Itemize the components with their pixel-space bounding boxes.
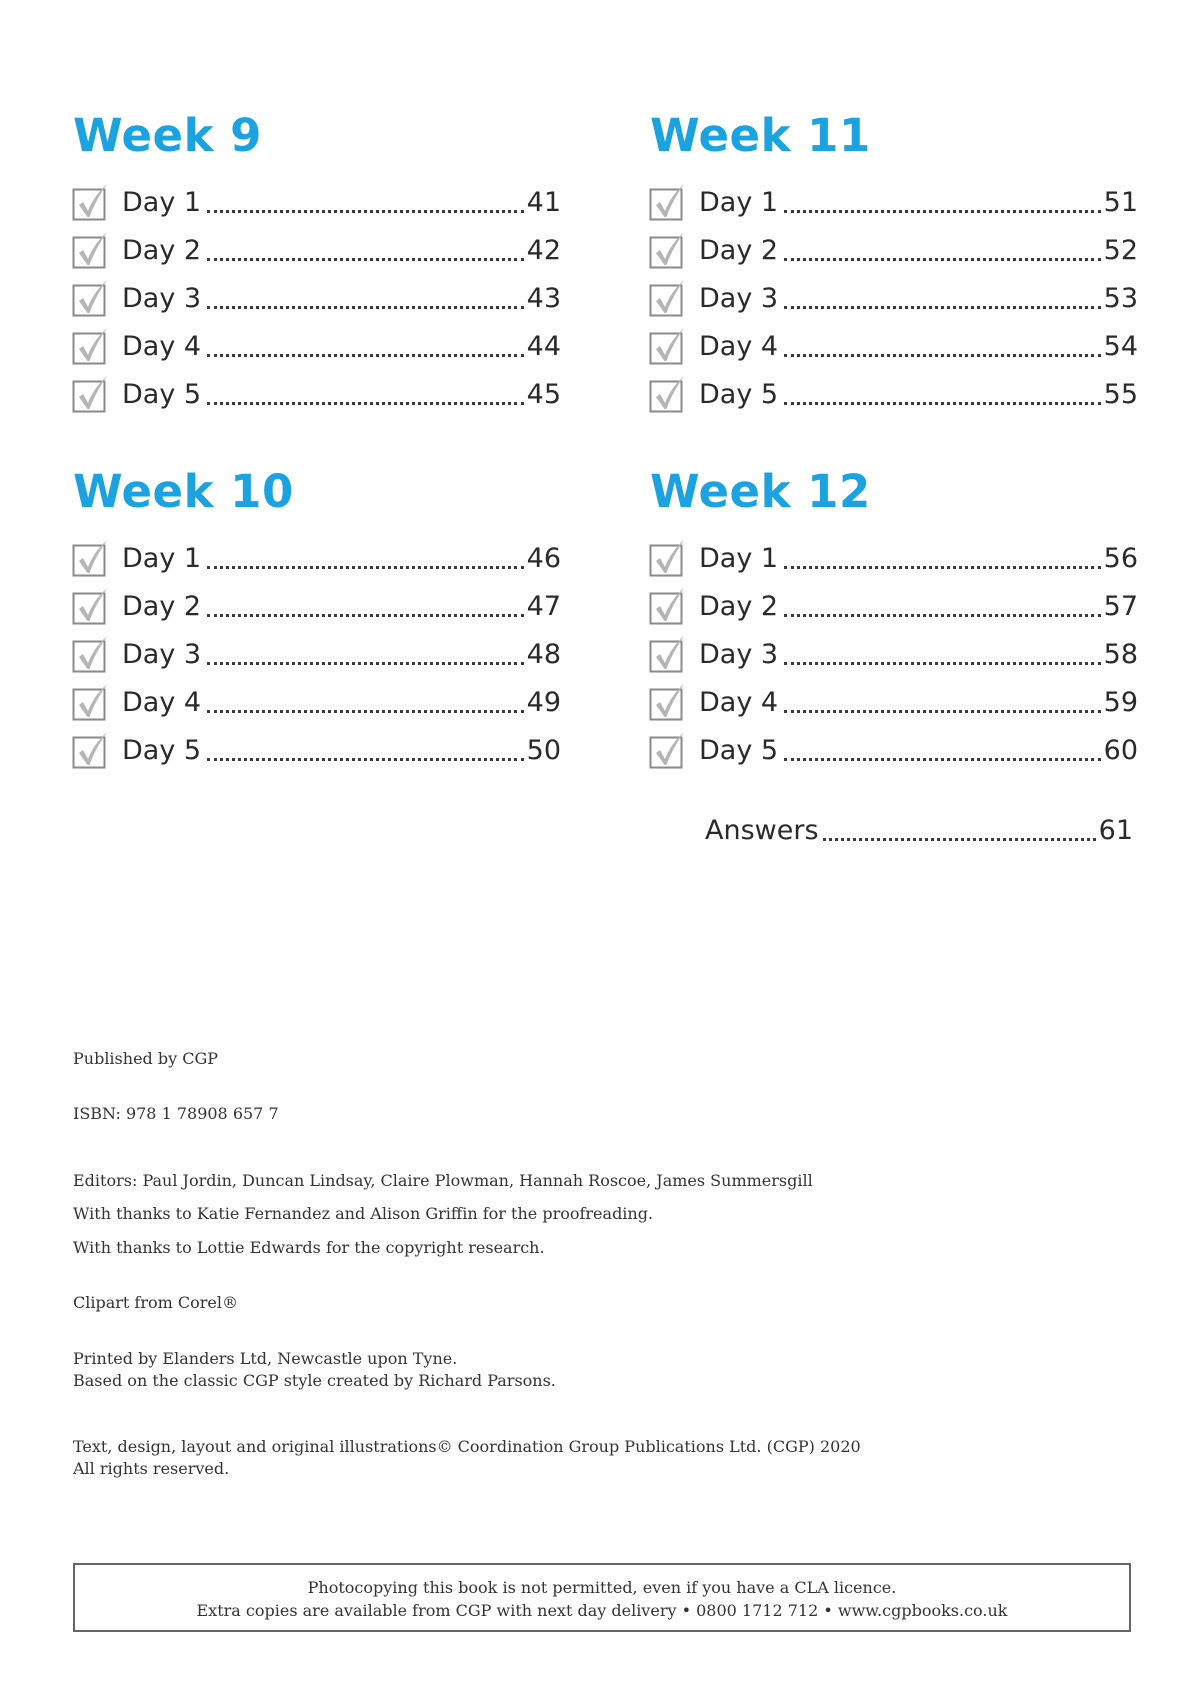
- ticked-checkbox-icon[interactable]: [650, 545, 684, 579]
- page-number: 43: [526, 282, 561, 314]
- dot-leader: [784, 353, 1101, 357]
- day-list: [650, 534, 1138, 774]
- day-label: Day 3: [122, 282, 202, 314]
- toc-row: [650, 534, 1138, 582]
- ticked-checkbox-icon[interactable]: [73, 689, 107, 723]
- page-number: 46: [526, 542, 561, 574]
- page-number: 51: [1103, 186, 1138, 218]
- week-title: Week 9: [73, 109, 262, 162]
- clipart-line: Clipart from Corel®: [73, 1293, 238, 1312]
- ticked-checkbox-icon[interactable]: [650, 333, 684, 367]
- ticked-checkbox-icon[interactable]: [73, 545, 107, 579]
- editors-line: Editors: Paul Jordin, Duncan Lindsay, Claire Plowman, Hannah Roscoe, James Summersgill: [73, 1171, 813, 1190]
- copyright-research-thanks-line: With thanks to Lottie Edwards for the copyright research.: [73, 1238, 545, 1257]
- ticked-checkbox-icon[interactable]: [650, 593, 684, 627]
- ticked-checkbox-icon[interactable]: [73, 593, 107, 627]
- toc-row: [650, 178, 1138, 226]
- dot-leader: [207, 401, 524, 405]
- week-12-section: [650, 462, 1138, 774]
- ticked-checkbox-icon[interactable]: [73, 189, 107, 223]
- ticked-checkbox-icon[interactable]: [650, 285, 684, 319]
- dot-leader: [207, 353, 524, 357]
- day-label: Day 3: [699, 282, 779, 314]
- page-number: 59: [1103, 686, 1138, 718]
- day-label: Day 5: [122, 378, 202, 410]
- proofreading-thanks-line: With thanks to Katie Fernandez and Alison Griffin for the proofreading.: [73, 1204, 654, 1223]
- toc-row: [650, 630, 1138, 678]
- toc-row: [73, 630, 561, 678]
- page-number: 52: [1103, 234, 1138, 266]
- ticked-checkbox-icon[interactable]: [650, 737, 684, 771]
- day-label: Day 4: [122, 686, 202, 718]
- page-number: 57: [1103, 590, 1138, 622]
- toc-row: [73, 370, 561, 418]
- toc-row: [73, 178, 561, 226]
- day-label: Day 2: [699, 234, 779, 266]
- day-label: Day 2: [122, 234, 202, 266]
- day-label: Day 2: [122, 590, 202, 622]
- dot-leader: [784, 709, 1101, 713]
- page-number: 60: [1103, 734, 1138, 766]
- ticked-checkbox-icon[interactable]: [650, 381, 684, 415]
- dot-leader: [207, 565, 524, 569]
- dot-leader: [784, 613, 1101, 617]
- dot-leader: [784, 305, 1101, 309]
- answers-label: Answers: [705, 814, 819, 846]
- day-label: Day 3: [699, 638, 779, 670]
- dot-leader: [207, 709, 524, 713]
- toc-row: [73, 534, 561, 582]
- ticked-checkbox-icon[interactable]: [73, 333, 107, 367]
- dot-leader: [207, 661, 524, 665]
- extra-copies-notice: Extra copies are available from CGP with next day delivery • 0800 1712 712 • www.cgpbooks.co.uk: [196, 1601, 1008, 1620]
- ticked-checkbox-icon[interactable]: [73, 237, 107, 271]
- ticked-checkbox-icon[interactable]: [650, 641, 684, 675]
- page-number: 58: [1103, 638, 1138, 670]
- dot-leader: [207, 305, 524, 309]
- day-list: [650, 178, 1138, 418]
- dot-leader: [784, 209, 1101, 213]
- ticked-checkbox-icon[interactable]: [650, 237, 684, 271]
- page-number: 48: [526, 638, 561, 670]
- toc-row: [73, 322, 561, 370]
- answers-row: [705, 806, 1133, 854]
- ticked-checkbox-icon[interactable]: [73, 737, 107, 771]
- page-number: 50: [526, 734, 561, 766]
- day-label: Day 5: [122, 734, 202, 766]
- answers-page-number: 61: [1098, 814, 1133, 846]
- page-number: 53: [1103, 282, 1138, 314]
- page-number: 47: [526, 590, 561, 622]
- dot-leader: [784, 401, 1101, 405]
- day-label: Day 1: [699, 186, 779, 218]
- rights-line: All rights reserved.: [73, 1459, 230, 1478]
- day-label: Day 5: [699, 378, 779, 410]
- day-label: Day 3: [122, 638, 202, 670]
- day-label: Day 4: [699, 330, 779, 362]
- toc-row: [73, 582, 561, 630]
- day-list: [73, 178, 561, 418]
- toc-row: [650, 322, 1138, 370]
- week-10-section: [73, 462, 561, 774]
- dot-leader: [207, 209, 524, 213]
- dot-leader: [207, 613, 524, 617]
- page-number: 55: [1103, 378, 1138, 410]
- page-number: 54: [1103, 330, 1138, 362]
- ticked-checkbox-icon[interactable]: [650, 689, 684, 723]
- toc-row: [73, 678, 561, 726]
- page-number: 56: [1103, 542, 1138, 574]
- ticked-checkbox-icon[interactable]: [73, 641, 107, 675]
- dot-leader: [823, 837, 1096, 841]
- week-title: Week 11: [650, 109, 871, 162]
- page-number: 41: [526, 186, 561, 218]
- day-label: Day 1: [122, 186, 202, 218]
- week-title: Week 10: [73, 465, 294, 518]
- dot-leader: [207, 257, 524, 261]
- toc-row: [650, 226, 1138, 274]
- printer-line: Printed by Elanders Ltd, Newcastle upon Tyne.: [73, 1349, 458, 1368]
- day-label: Day 4: [699, 686, 779, 718]
- dot-leader: [784, 757, 1101, 761]
- day-label: Day 2: [699, 590, 779, 622]
- page-number: 42: [526, 234, 561, 266]
- day-label: Day 1: [699, 542, 779, 574]
- toc-row: [650, 726, 1138, 774]
- publisher-line: Published by CGP: [73, 1049, 219, 1068]
- photocopy-notice-box: [73, 1563, 1131, 1632]
- toc-row: [73, 226, 561, 274]
- dot-leader: [207, 757, 524, 761]
- style-credit-line: Based on the classic CGP style created by Richard Parsons.: [73, 1371, 556, 1390]
- page-number: 49: [526, 686, 561, 718]
- toc-row: [650, 370, 1138, 418]
- toc-row: [650, 274, 1138, 322]
- day-label: Day 5: [699, 734, 779, 766]
- week-11-section: [650, 106, 1138, 418]
- ticked-checkbox-icon[interactable]: [650, 189, 684, 223]
- week-9-section: [73, 106, 561, 418]
- dot-leader: [784, 661, 1101, 665]
- dot-leader: [784, 257, 1101, 261]
- toc-row: [650, 582, 1138, 630]
- day-label: Day 4: [122, 330, 202, 362]
- toc-row: [650, 678, 1138, 726]
- copyright-line: Text, design, layout and original illustrations© Coordination Group Publications Ltd. (CGP) 2020: [73, 1437, 861, 1456]
- week-title: Week 12: [650, 465, 871, 518]
- ticked-checkbox-icon[interactable]: [73, 285, 107, 319]
- day-list: [73, 534, 561, 774]
- toc-row: [73, 726, 561, 774]
- photocopy-notice: Photocopying this book is not permitted, even if you have a CLA licence.: [307, 1578, 897, 1597]
- page-number: 44: [526, 330, 561, 362]
- page-number: 45: [526, 378, 561, 410]
- dot-leader: [784, 565, 1101, 569]
- ticked-checkbox-icon[interactable]: [73, 381, 107, 415]
- toc-row: [73, 274, 561, 322]
- day-label: Day 1: [122, 542, 202, 574]
- isbn-line: ISBN: 978 1 78908 657 7: [73, 1104, 279, 1123]
